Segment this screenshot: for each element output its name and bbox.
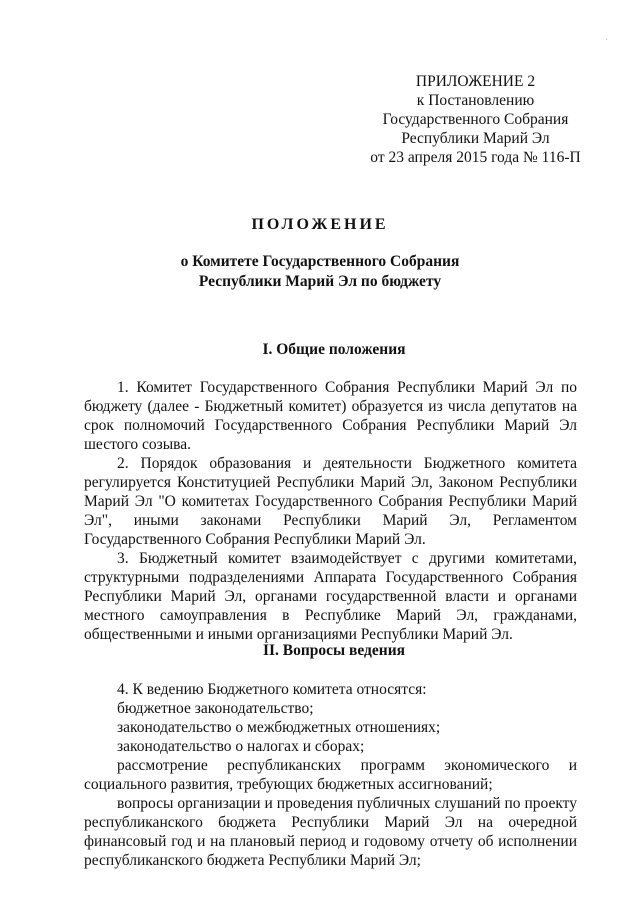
list-item: законодательство о межбюджетных отношениях;: [117, 719, 441, 736]
list-item: бюджетное законодательство;: [117, 700, 314, 717]
section-2-heading: II. Вопросы ведения: [262, 642, 406, 659]
document-title: ПОЛОЖЕНИЕ: [251, 216, 389, 233]
paragraph-4-intro: 4. К ведению Бюджетного комитета относятся:: [117, 681, 427, 698]
scan-speck: .: [606, 36, 608, 42]
section-2-body: [84, 680, 577, 870]
annex-block: [368, 72, 583, 167]
annex-reference: к Постановлению: [416, 92, 535, 109]
list-item: рассмотрение республиканских программ экономического и социального развития, требующих бюджетных ассигнований;: [84, 757, 577, 793]
paragraph-3: 3. Бюджетный комитет взаимодействует с другими комитетами, структурными подразделениями Аппарата Государственного Собрания Республики Марий Эл, органами государственной власти и органами местного самоуправления в Республике Марий Эл, гражданами, общественными и иными организациями Республики Марий Эл.: [84, 550, 577, 643]
annex-issuer: Государственного Собрания: [382, 111, 569, 128]
paragraph-2: 2. Порядок образования и деятельности Бюджетного комитета регулируется Конституцией Республики Марий Эл, Законом Республики Марий Эл "О комитетах Государственного Собрания Республики Марий Эл", иными законами Республики Марий Эл, Регламентом Государственного Собрания Республики Марий Эл.: [84, 455, 577, 548]
annex-republic: Республики Марий Эл: [401, 130, 550, 147]
subtitle-line-2: Республики Марий Эл по бюджету: [198, 273, 442, 290]
annex-number: ПРИЛОЖЕНИЕ 2: [415, 73, 536, 90]
section-1-body: [84, 378, 577, 644]
list-item: вопросы организации и проведения публичных слушаний по проекту республиканского бюджета Республики Марий Эл на очередной финансовый год и на плановый период и годовому отчету об исполнении республиканского бюджета Республики Марий Эл;: [84, 795, 577, 869]
paragraph-1: 1. Комитет Государственного Собрания Республики Марий Эл по бюджету (далее - Бюджетный комитет) образуется из числа депутатов на срок полномочий Государственного Собрания Республики Марий Эл шестого созыва.: [84, 379, 577, 453]
section-1-heading: I. Общие положения: [262, 341, 406, 358]
subtitle-line-1: о Комитете Государственного Собрания: [180, 253, 460, 270]
annex-date: от 23 апреля 2015 года № 116-П: [370, 149, 581, 166]
document-subtitle: [0, 252, 640, 292]
list-item: законодательство о налогах и сборах;: [117, 738, 365, 755]
